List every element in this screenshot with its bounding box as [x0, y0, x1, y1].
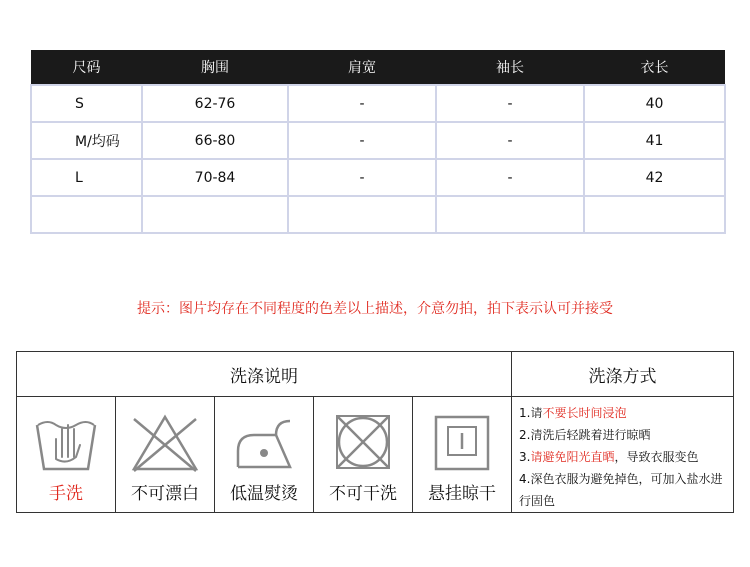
cell-size: S — [31, 85, 142, 122]
cell-length: 42 — [584, 159, 725, 196]
method-title: 洗涤方式 — [512, 352, 733, 397]
low-iron-icon — [232, 411, 296, 473]
cell-bust — [142, 196, 288, 233]
care-label: 悬挂晾干 — [428, 484, 496, 504]
cell-sleeve: - — [436, 122, 584, 159]
cell-size: L — [31, 159, 142, 196]
table-row — [31, 85, 725, 122]
cell-sleeve: - — [436, 85, 584, 122]
care-symbol-hand-wash — [17, 397, 116, 512]
no-dry-clean-icon — [331, 411, 395, 473]
care-symbol-low-iron — [215, 397, 314, 512]
table-row — [31, 196, 725, 233]
care-instructions-panel — [16, 351, 734, 513]
size-table — [30, 50, 726, 234]
header-bust: 胸围 — [142, 50, 288, 85]
note-4: 4.深色衣服为避免掉色，可加入盐水进行固色 — [519, 472, 723, 508]
cell-bust: 66-80 — [142, 122, 288, 159]
no-bleach-icon — [130, 411, 200, 473]
cell-length: 41 — [584, 122, 725, 159]
cell-bust: 62-76 — [142, 85, 288, 122]
cell-shoulder: - — [288, 122, 436, 159]
cell-bust: 70-84 — [142, 159, 288, 196]
hang-dry-icon — [430, 411, 494, 473]
cell-length — [584, 196, 725, 233]
table-row — [31, 122, 725, 159]
care-label: 低温熨烫 — [230, 484, 298, 504]
color-difference-tip: 提示：图片均存在不同程度的色差以上描述，介意勿拍，拍下表示认可并接受 — [137, 301, 613, 317]
header-length: 衣长 — [584, 50, 725, 85]
cell-length: 40 — [584, 85, 725, 122]
table-row — [31, 159, 725, 196]
cell-size: M/均码 — [31, 122, 142, 159]
note-2: 2.清洗后轻跳着进行晾晒 — [519, 428, 651, 442]
cell-sleeve: - — [436, 159, 584, 196]
instructions-title: 洗涤说明 — [17, 352, 512, 397]
cell-size — [31, 196, 142, 233]
washing-notes — [519, 402, 729, 512]
header-shoulder: 肩宽 — [288, 50, 436, 85]
size-table-header — [31, 50, 725, 85]
header-size: 尺码 — [31, 50, 142, 85]
cell-shoulder — [288, 196, 436, 233]
care-label: 不可漂白 — [131, 484, 199, 504]
care-label: 不可干洗 — [329, 484, 397, 504]
hand-wash-icon — [34, 411, 98, 473]
cell-shoulder: - — [288, 159, 436, 196]
header-sleeve: 袖长 — [436, 50, 584, 85]
cell-sleeve — [436, 196, 584, 233]
care-symbol-no-dry-clean — [314, 397, 413, 512]
care-symbol-hang-dry — [413, 397, 512, 512]
note-1: 1.请不要长时间浸泡 — [519, 406, 627, 420]
care-label: 手洗 — [49, 484, 83, 504]
care-symbol-no-bleach — [116, 397, 215, 512]
note-3: 3.请避免阳光直晒，导致衣服变色 — [519, 450, 699, 464]
cell-shoulder: - — [288, 85, 436, 122]
